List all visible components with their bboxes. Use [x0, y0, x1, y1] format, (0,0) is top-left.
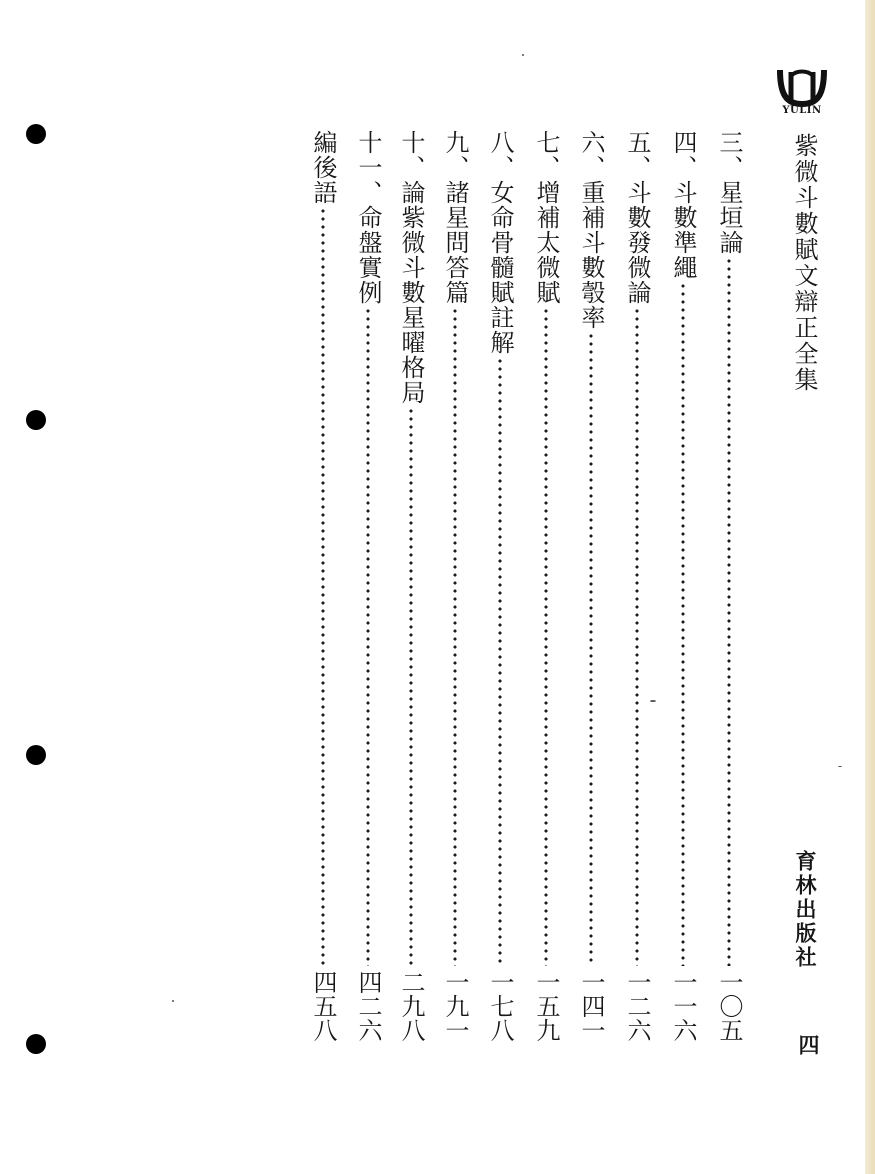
binder-hole — [26, 124, 46, 144]
toc-entry[interactable] — [307, 130, 339, 1060]
publisher: 育林出版社 — [793, 850, 818, 970]
toc-entry[interactable] — [621, 130, 653, 1060]
toc-entry-page: 一七八 — [486, 970, 514, 1042]
toc-entry-page: 一二六 — [623, 970, 651, 1042]
dot-leader — [589, 332, 593, 966]
toc-entry[interactable] — [484, 130, 516, 1060]
toc-entry-page: 二九八 — [397, 970, 425, 1042]
paper-speck — [838, 766, 842, 767]
paper-speck — [172, 1000, 174, 1002]
toc-entry-title: 四、斗數準繩 — [669, 130, 697, 280]
toc-entry-title: 五、斗數發微論 — [623, 130, 651, 305]
toc-entry[interactable] — [667, 130, 699, 1060]
paper-speck — [522, 54, 524, 56]
toc-entry-title: 編後語 — [309, 130, 337, 205]
toc-entry-page: 一五九 — [532, 970, 560, 1042]
toc-entry-title: 八、女命骨髓賦註解 — [486, 130, 514, 355]
toc-entry-page: 四五八 — [309, 970, 337, 1042]
toc-entry-title: 七、增補太微賦 — [532, 130, 560, 305]
toc-entry-title: 九、諸星問答篇 — [441, 130, 469, 305]
binder-hole — [26, 745, 46, 765]
dot-leader — [409, 407, 413, 966]
page-number: 四 — [796, 1034, 821, 1055]
toc-entry-title: 六、重補斗數彀率 — [577, 130, 605, 330]
toc-entry[interactable] — [713, 130, 745, 1060]
binder-hole — [26, 1034, 46, 1054]
toc-entry-page: 一九一 — [441, 970, 469, 1042]
dot-leader — [321, 207, 325, 966]
dot-leader — [681, 282, 685, 966]
toc-entry-page: 四二六 — [354, 970, 382, 1042]
toc-entry[interactable] — [439, 130, 471, 1060]
toc-entry[interactable] — [352, 130, 384, 1060]
toc-entry-page: 一四一 — [577, 970, 605, 1042]
toc-entry-page: 一〇五 — [715, 970, 743, 1042]
binder-hole — [26, 410, 46, 430]
toc-entry[interactable] — [575, 130, 607, 1060]
dot-leader — [727, 257, 731, 966]
logo-text: YULIN — [782, 105, 822, 116]
paper-speck — [650, 700, 656, 702]
dot-leader — [453, 307, 457, 966]
toc-entry-title: 十、論紫微斗數星曜格局 — [397, 130, 425, 405]
dot-leader — [635, 307, 639, 966]
toc-entry-page: 一一六 — [669, 970, 697, 1042]
dot-leader — [366, 307, 370, 966]
dot-leader — [498, 357, 502, 966]
toc-entry-title: 十一、命盤實例 — [354, 130, 382, 305]
toc-entry[interactable] — [395, 130, 427, 1060]
book-title: 紫微斗數賦文辯正全集 — [790, 133, 818, 393]
dot-leader — [544, 307, 548, 966]
page-edge — [865, 0, 875, 1174]
toc-entry[interactable] — [530, 130, 562, 1060]
toc-entry-title: 三、星垣論 — [715, 130, 743, 255]
